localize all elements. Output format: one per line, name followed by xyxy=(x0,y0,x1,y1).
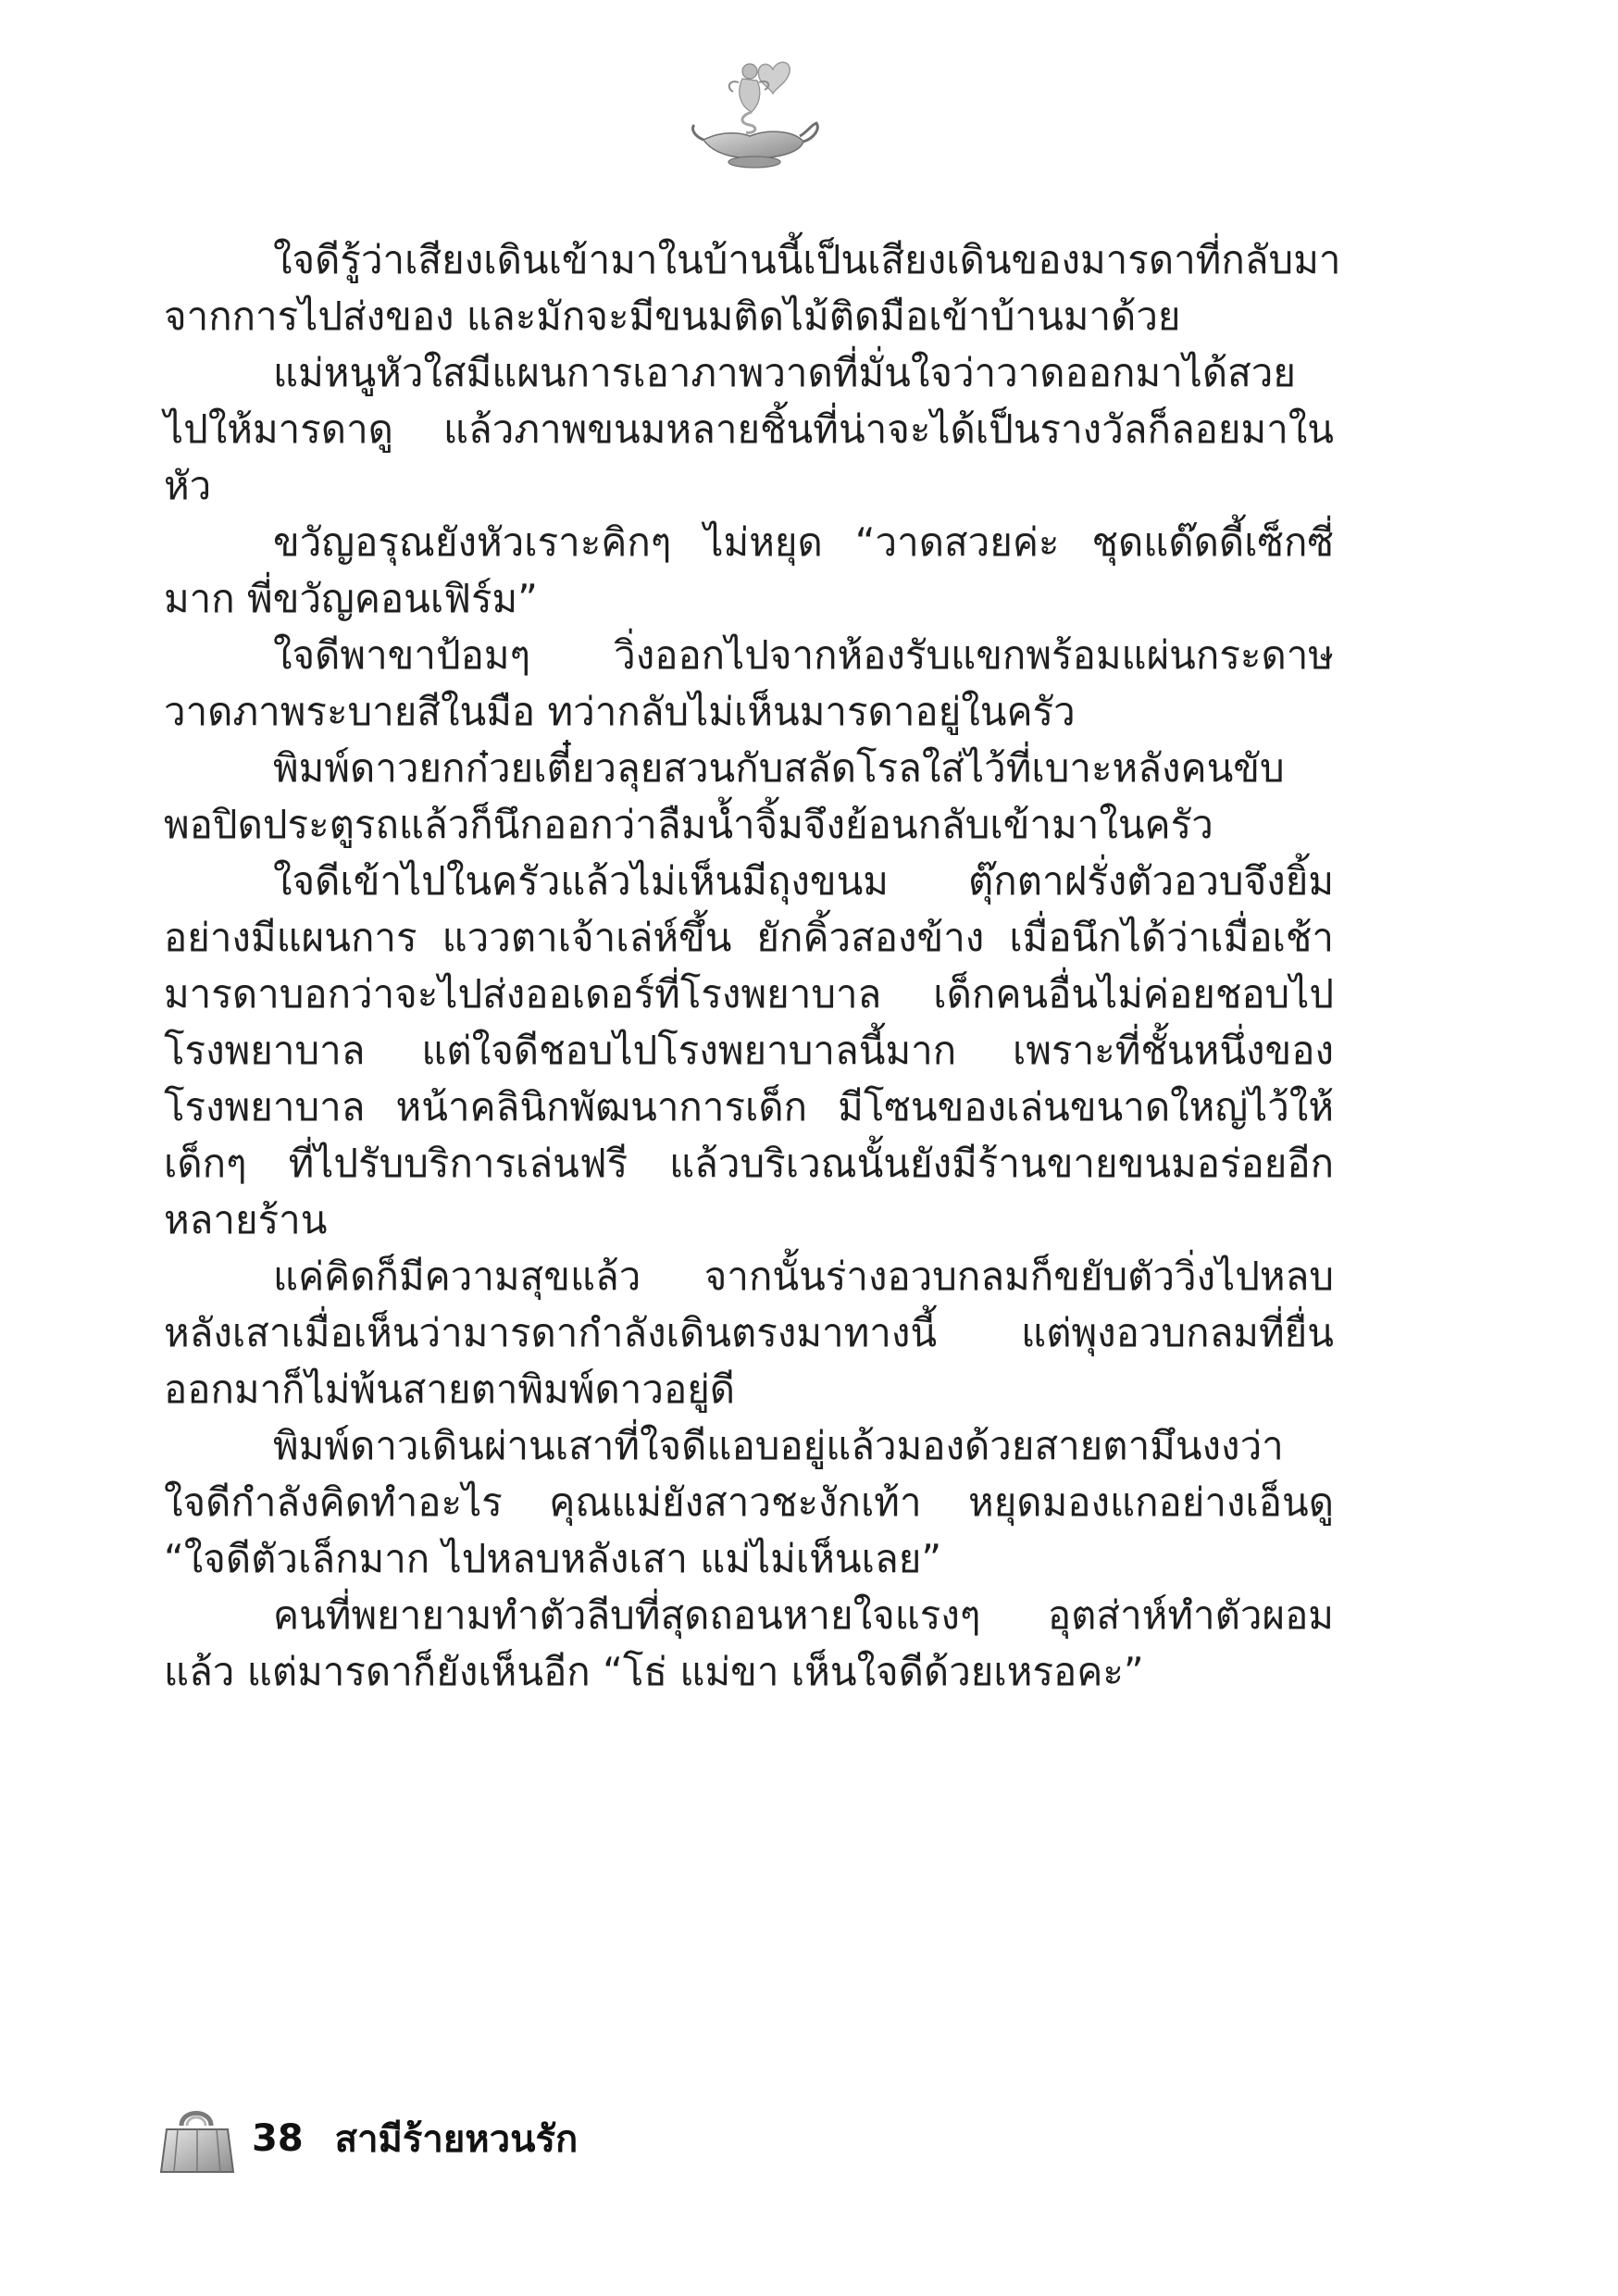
paragraph xyxy=(164,1248,1334,1417)
text-line: อย่างมีแผนการ แววตาเจ้าเล่ห์ขึ้น ยักคิ้วสองข้าง เมื่อนึกได้ว่าเมื่อเช้า xyxy=(164,915,1334,960)
teapot-genie-ornament-icon xyxy=(685,51,824,171)
text-line: คนที่พยายามทำตัวลีบที่สุดถอนหายใจแรงๆ อุตส่าห์ทำตัวผอม xyxy=(273,1592,1334,1638)
text-line: วาดภาพระบายสีในมือ ทว่ากลับไม่เห็นมารดาอยู่ในครัว xyxy=(164,689,1076,734)
page-footer xyxy=(157,2102,578,2176)
text-line: “ใจดีตัวเล็กมาก ไปหลบหลังเสา แม่ไม่เห็นเลย” xyxy=(164,1536,942,1581)
paragraph xyxy=(164,1587,1334,1700)
text-line: แล้ว แต่มารดาก็ยังเห็นอีก “โธ่ แม่ขา เห็นใจดีด้วยเหรอคะ” xyxy=(164,1649,1144,1694)
text-line: ใจดีเข้าไปในครัวแล้วไม่เห็นมีถุงขนม ตุ๊กตาฝรั่งตัวอวบจึงยิ้ม xyxy=(273,858,1334,904)
text-line: เด็กๆ ที่ไปรับบริการเล่นฟรี แล้วบริเวณนั้นยังมีร้านขายขนมอร่อยอีก xyxy=(164,1141,1334,1186)
paragraph xyxy=(164,1417,1334,1587)
text-line: แม่หนูหัวใสมีแผนการเอาภาพวาดที่มั่นใจว่าวาดออกมาได้สวย xyxy=(273,350,1296,395)
text-line: หลังเสาเมื่อเห็นว่ามารดากำลังเดินตรงมาทางนี้ แต่พุงอวบกลมที่ยื่น xyxy=(164,1310,1334,1355)
paragraph xyxy=(164,853,1334,1248)
book-title: สามีร้ายหวนรัก xyxy=(334,2118,579,2161)
text-line: พิมพ์ดาวเดินผ่านเสาที่ใจดีแอบอยู่แล้วมองด้วยสายตามึนงงว่า xyxy=(273,1423,1284,1468)
paragraph xyxy=(164,740,1334,853)
text-line: มาก พี่ขวัญคอนเฟิร์ม” xyxy=(164,576,538,621)
text-line: ออกมาก็ไม่พ้นสายตาพิมพ์ดาวอยู่ดี xyxy=(164,1366,736,1412)
text-line: หลายร้าน xyxy=(164,1197,328,1242)
text-line: ขวัญอรุณยังหัวเราะคิกๆ ไม่หยุด “วาดสวยค่ะ ชุดแด๊ดดี้เซ็กซี่ xyxy=(273,519,1334,565)
text-line: ใจดีรู้ว่าเสียงเดินเข้ามาในบ้านนี้เป็นเสียงเดินของมารดาที่กลับมา xyxy=(273,237,1341,282)
text-line: ไปให้มารดาดู แล้วภาพขนมหลายชิ้นที่น่าจะได้เป็นรางวัลก็ลอยมาใน xyxy=(164,406,1334,452)
paragraph xyxy=(164,514,1334,627)
page-number: 38 xyxy=(252,2117,304,2160)
paragraph xyxy=(164,231,1341,344)
paragraph xyxy=(164,344,1334,514)
handbag-icon xyxy=(157,2102,237,2176)
text-line: ใจดีกำลังคิดทำอะไร คุณแม่ยังสาวชะงักเท้า หยุดมองแกอย่างเอ็นดู xyxy=(164,1479,1334,1525)
text-line: จากการไปส่งของ และมักจะมีขนมติดไม้ติดมือเข้าบ้านมาด้วย xyxy=(164,293,1181,339)
text-line: หัว xyxy=(164,463,212,508)
text-line: โรงพยาบาล แต่ใจดีชอบไปโรงพยาบาลนี้มาก เพราะที่ชั้นหนึ่งของ xyxy=(164,1028,1334,1073)
paragraph xyxy=(164,627,1334,740)
text-line: โรงพยาบาล หน้าคลินิกพัฒนาการเด็ก มีโซนของเล่นขนาดใหญ่ไว้ให้ xyxy=(164,1084,1334,1129)
text-line: พอปิดประตูรถแล้วก็นึกออกว่าลืมน้ำจิ้มจึงย้อนกลับเข้ามาในครัว xyxy=(164,802,1214,847)
text-line: พิมพ์ดาวยกก๋วยเตี๋ยวลุยสวนกับสลัดโรลใส่ไว้ที่เบาะหลังคนขับ xyxy=(273,745,1285,791)
text-line: แค่คิดก็มีความสุขแล้ว จากนั้นร่างอวบกลมก็ขยับตัววิ่งไปหลบ xyxy=(273,1254,1334,1299)
story-body xyxy=(164,231,1341,1700)
text-line: ใจดีพาขาป้อมๆ วิ่งออกไปจากห้องรับแขกพร้อมแผ่นกระดาษ xyxy=(273,632,1334,678)
text-line: มารดาบอกว่าจะไปส่งออเดอร์ที่โรงพยาบาล เด็กคนอื่นไม่ค่อยชอบไป xyxy=(164,971,1334,1017)
